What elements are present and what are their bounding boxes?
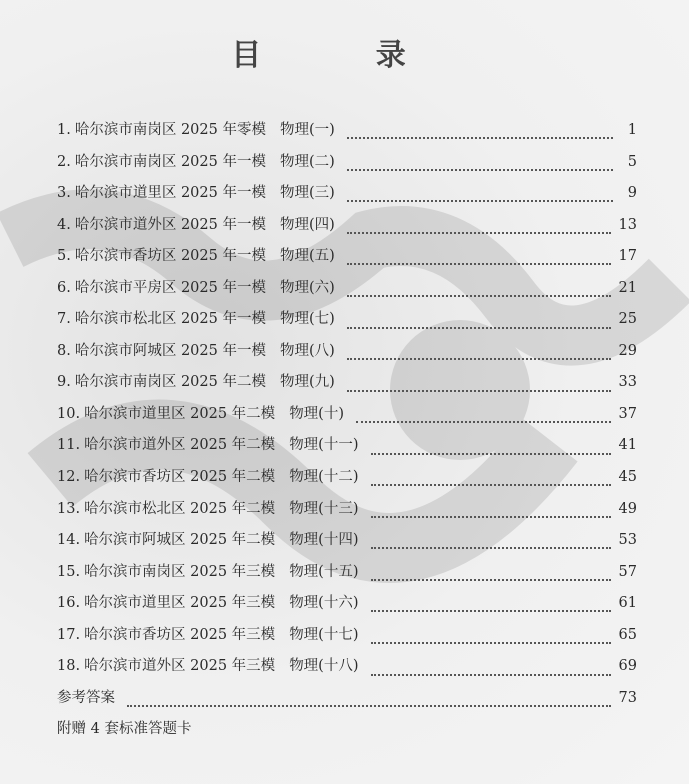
toc-entry[interactable] [57, 435, 637, 467]
bonus-label: 附赠 4 套标准答题卡 [57, 721, 192, 738]
toc-entry-page: 61 [618, 595, 637, 612]
toc-entry-number: 4. [57, 216, 71, 233]
toc-entry-subject: 物理(七) [279, 311, 335, 328]
page-title: 目 录 [231, 38, 458, 73]
toc-entry-page: 41 [618, 437, 637, 454]
toc-entry-label: 哈尔滨市香坊区 2025 年二模 [84, 469, 276, 486]
dot-leader [371, 578, 611, 581]
toc-entry-number: 11. [57, 437, 81, 454]
toc-entry-number: 8. [57, 342, 71, 359]
toc-entry-label: 哈尔滨市道外区 2025 年一模 [74, 216, 266, 233]
toc-entry-number: 5. [57, 248, 71, 265]
toc-entry-page: 1 [627, 122, 637, 138]
toc-entry[interactable] [57, 246, 637, 278]
toc-entry-label: 参考答案 [57, 689, 115, 706]
toc-entry-page: 21 [618, 279, 637, 296]
toc-entry-subject: 物理(十六) [289, 595, 359, 612]
toc-entry-subject: 物理(十五) [289, 563, 359, 580]
toc-entry-label: 哈尔滨市南岗区 2025 年三模 [84, 563, 276, 580]
dot-leader [371, 515, 611, 518]
table-of-contents [57, 120, 637, 751]
toc-entry-label: 哈尔滨市香坊区 2025 年三模 [84, 626, 276, 643]
toc-entry[interactable] [57, 593, 637, 625]
dot-leader [371, 546, 611, 549]
toc-entry-subject: 物理(十) [289, 405, 345, 422]
toc-entry-number: 18. [57, 658, 81, 675]
toc-entry-number: 1. [57, 122, 71, 138]
toc-entry-page: 45 [618, 469, 637, 486]
dot-leader [371, 641, 611, 644]
toc-entry-page: 65 [618, 626, 637, 643]
toc-entry-subject: 物理(十七) [289, 626, 359, 643]
toc-entry-page: 5 [627, 153, 637, 170]
toc-entry-label: 哈尔滨市道里区 2025 年二模 [84, 405, 276, 422]
toc-entry-label: 哈尔滨市南岗区 2025 年二模 [74, 374, 266, 391]
toc-entry-number: 17. [57, 626, 81, 643]
toc-entry[interactable] [57, 152, 637, 184]
dot-leader [347, 389, 611, 392]
toc-entry-label: 哈尔滨市南岗区 2025 年零模 [74, 122, 266, 138]
toc-entry-label: 哈尔滨市道外区 2025 年二模 [84, 437, 276, 454]
toc-entry-subject: 物理(十一) [289, 437, 359, 454]
dot-leader [371, 452, 611, 455]
dot-leader [371, 483, 611, 486]
toc-entry-number: 10. [57, 405, 81, 422]
toc-entry-label: 哈尔滨市松北区 2025 年二模 [84, 500, 276, 517]
toc-entry-number: 9. [57, 374, 71, 391]
toc-entry-subject: 物理(一) [279, 122, 335, 138]
toc-entry-subject: 物理(八) [279, 342, 335, 359]
toc-entry-subject: 物理(六) [279, 279, 335, 296]
toc-bonus-note [57, 719, 637, 751]
toc-entry-subject: 物理(十三) [289, 500, 359, 517]
toc-entry-number: 2. [57, 153, 71, 170]
toc-entry-page: 25 [618, 311, 637, 328]
toc-entry-subject: 物理(二) [279, 153, 335, 170]
toc-entry-page: 13 [618, 216, 637, 233]
toc-entry-number: 16. [57, 595, 81, 612]
toc-entry-page: 53 [618, 532, 637, 549]
dot-leader [347, 168, 613, 171]
dot-leader [347, 199, 613, 202]
toc-entry-number: 12. [57, 469, 81, 486]
toc-entry-label: 哈尔滨市阿城区 2025 年二模 [84, 532, 276, 549]
toc-entry-page: 69 [618, 658, 637, 675]
toc-entry[interactable] [57, 404, 637, 436]
toc-entry-label: 哈尔滨市南岗区 2025 年一模 [74, 153, 266, 170]
toc-entry[interactable] [57, 467, 637, 499]
toc-entry[interactable] [57, 530, 637, 562]
toc-entry-number: 13. [57, 500, 81, 517]
toc-entry-label: 哈尔滨市阿城区 2025 年一模 [74, 342, 266, 359]
toc-entry-label: 哈尔滨市道外区 2025 年三模 [84, 658, 276, 675]
toc-entry[interactable] [57, 372, 637, 404]
toc-entry-page: 9 [627, 185, 637, 202]
toc-entry-label: 哈尔滨市平房区 2025 年一模 [74, 279, 266, 296]
toc-entry-page: 33 [618, 374, 637, 391]
toc-entry-subject: 物理(十二) [289, 469, 359, 486]
dot-leader [371, 609, 611, 612]
toc-entry-page: 17 [618, 248, 637, 265]
toc-entry-number: 15. [57, 563, 81, 580]
dot-leader [347, 326, 611, 329]
dot-leader [347, 262, 611, 265]
toc-entry-label: 哈尔滨市道里区 2025 年三模 [84, 595, 276, 612]
toc-entry-number: 14. [57, 532, 81, 549]
toc-entry-subject: 物理(十四) [289, 532, 359, 549]
dot-leader [347, 357, 611, 360]
toc-entry[interactable] [57, 183, 637, 215]
toc-entry[interactable] [57, 120, 637, 152]
toc-entry-page: 73 [618, 689, 637, 706]
toc-entry-page: 37 [618, 405, 637, 422]
toc-entry[interactable] [57, 562, 637, 594]
toc-entry-page: 57 [618, 563, 637, 580]
toc-entry-label: 哈尔滨市香坊区 2025 年一模 [74, 248, 266, 265]
toc-entry[interactable] [57, 215, 637, 247]
toc-entry[interactable] [57, 309, 637, 341]
toc-entry[interactable] [57, 278, 637, 310]
toc-entry[interactable] [57, 499, 637, 531]
toc-entry-page: 29 [618, 342, 637, 359]
toc-entry-page: 49 [618, 500, 637, 517]
toc-entry-number: 6. [57, 279, 71, 296]
toc-entry-answers[interactable] [57, 688, 637, 720]
toc-entry-label: 哈尔滨市道里区 2025 年一模 [74, 185, 266, 202]
dot-leader [347, 294, 611, 297]
toc-entry[interactable] [57, 625, 637, 657]
toc-entry-subject: 物理(五) [279, 248, 335, 265]
dot-leader [347, 231, 611, 234]
dot-leader [371, 673, 611, 676]
dot-leader [356, 420, 611, 423]
toc-entry-number: 3. [57, 185, 71, 202]
toc-entry[interactable] [57, 341, 637, 373]
dot-leader [127, 704, 611, 707]
toc-entry-subject: 物理(十八) [289, 658, 359, 675]
toc-entry-label: 哈尔滨市松北区 2025 年一模 [74, 311, 266, 328]
toc-entry-number: 7. [57, 311, 71, 328]
toc-entry[interactable] [57, 656, 637, 688]
toc-entry-subject: 物理(四) [279, 216, 335, 233]
toc-entry-subject: 物理(九) [279, 374, 335, 391]
toc-entry-subject: 物理(三) [279, 185, 335, 202]
dot-leader [347, 136, 613, 139]
